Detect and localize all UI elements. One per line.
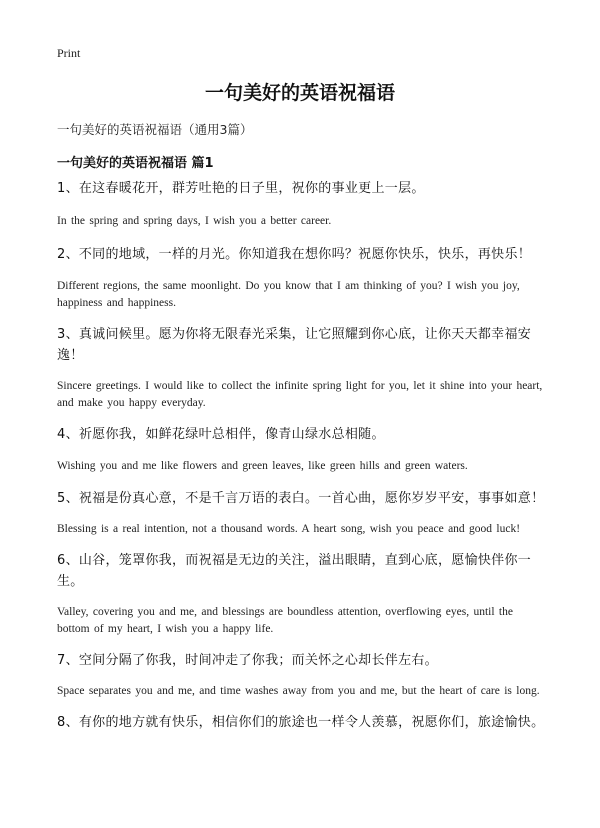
blessing-en: Different regions, the same moonlight. Do you know that I am thinking of you? I wish you joy, happiness and happiness. xyxy=(57,280,520,309)
section-heading: 一句美好的英语祝福语 篇1 xyxy=(57,156,214,171)
document-subtitle: 一句美好的英语祝福语（通用3篇） xyxy=(57,122,253,137)
blessing-en: Sincere greetings. I would like to collect the infinite spring light for you, let it shine into your heart, and make you happy everyday. xyxy=(57,380,543,409)
blessing-zh: 6、山谷，笼罩你我，而祝福是无边的关注，溢出眼睛，直到心底，愿愉快伴你一生。 xyxy=(57,553,532,589)
blessing-en: Space separates you and me, and time washes away from you and me, but the heart of care is long. xyxy=(57,685,540,697)
blessing-zh: 8、有你的地方就有快乐，相信你们的旅途也一样令人羡慕，祝愿你们，旅途愉快。 xyxy=(57,715,545,730)
blessing-en: In the spring and spring days, I wish you a better career. xyxy=(57,215,332,227)
blessing-zh: 3、真诚问候里。愿为你将无限春光采集，让它照耀到你心底，让你天天都幸福安逸！ xyxy=(57,327,532,363)
blessing-zh: 7、空间分隔了你我，时间冲走了你我；而关怀之心却长伴左右。 xyxy=(57,653,438,668)
blessing-en: Wishing you and me like flowers and green leaves, like green hills and green waters. xyxy=(57,460,468,472)
blessing-en: Blessing is a real intention, not a thousand words. A heart song, wish you peace and good luck! xyxy=(57,523,521,535)
blessings-list xyxy=(57,178,547,733)
blessing-zh: 4、祈愿你我，如鲜花绿叶总相伴，像青山绿水总相随。 xyxy=(57,427,385,442)
page-title: 一句美好的英语祝福语 xyxy=(204,82,395,104)
blessing-en: Valley, covering you and me, and blessings are boundless attention, overflowing eyes, until the bottom of my heart, I wish you a happy life. xyxy=(57,606,513,635)
blessing-zh: 5、祝福是份真心意，不是千言万语的表白。一首心曲，愿你岁岁平安，事事如意！ xyxy=(57,491,545,506)
blessing-zh: 1、在这春暖花开，群芳吐艳的日子里，祝你的事业更上一层。 xyxy=(57,181,425,196)
print-label: Print xyxy=(57,46,81,60)
blessing-zh: 2、不同的地域，一样的月光。你知道我在想你吗？祝愿你快乐，快乐，再快乐！ xyxy=(57,247,532,262)
